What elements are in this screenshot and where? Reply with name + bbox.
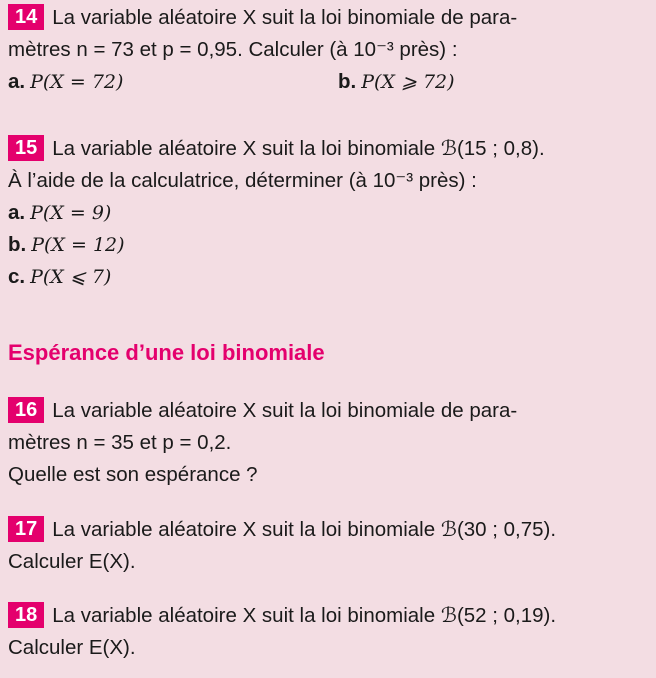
exercise-16: [8, 395, 648, 491]
exercise-number-17: 17: [8, 516, 44, 542]
exercise-14-statement-1: La variable aléatoire X suit la loi binomiale de para-: [52, 6, 518, 29]
item-c-formula: P(X ⩽ 7): [30, 266, 112, 288]
item-b-formula: P(X = 12): [31, 234, 125, 256]
exercise-15-statement-2: À l’aide de la calculatrice, déterminer (à 10⁻³ près) :: [8, 169, 477, 192]
exercise-17-statement-1: La variable aléatoire X suit la loi binomiale ℬ(30 ; 0,75).: [52, 518, 557, 541]
item-b-label: b.: [8, 233, 27, 256]
exercise-16-statement-3: Quelle est son espérance ?: [8, 463, 258, 486]
exercise-17: [8, 514, 648, 578]
exercise-14: [8, 2, 648, 98]
item-a-formula: P(X = 9): [30, 202, 112, 224]
exercise-16-statement-1: La variable aléatoire X suit la loi binomiale de para-: [52, 399, 518, 422]
exercise-number-14: 14: [8, 4, 44, 30]
item-b-formula: P(X ⩾ 72): [361, 71, 455, 93]
exercise-17-statement-2: Calculer E(X).: [8, 550, 136, 573]
exercise-18: [8, 600, 648, 664]
exercise-number-16: 16: [8, 397, 44, 423]
exercise-14-line1: [8, 2, 648, 34]
exercise-18-statement-1: La variable aléatoire X suit la loi binomiale ℬ(52 ; 0,19).: [52, 604, 557, 627]
exercise-15-statement-1: La variable aléatoire X suit la loi binomiale ℬ(15 ; 0,8).: [52, 137, 545, 160]
exercise-number-15: 15: [8, 135, 44, 161]
item-a-label: a.: [8, 201, 26, 224]
section-title: Espérance d’une loi binomiale: [8, 340, 325, 365]
exercise-number-18: 18: [8, 602, 44, 628]
item-a-formula: P(X = 72): [30, 71, 124, 93]
item-b-label: b.: [338, 70, 357, 93]
exercise-15: [8, 133, 648, 293]
exercise-14-statement-2: mètres n = 73 et p = 0,95. Calculer (à 10⁻³ près) :: [8, 38, 458, 61]
exercise-16-statement-2: mètres n = 35 et p = 0,2.: [8, 431, 232, 454]
item-a-label: a.: [8, 70, 26, 93]
exercise-18-statement-2: Calculer E(X).: [8, 636, 136, 659]
item-c-label: c.: [8, 265, 26, 288]
